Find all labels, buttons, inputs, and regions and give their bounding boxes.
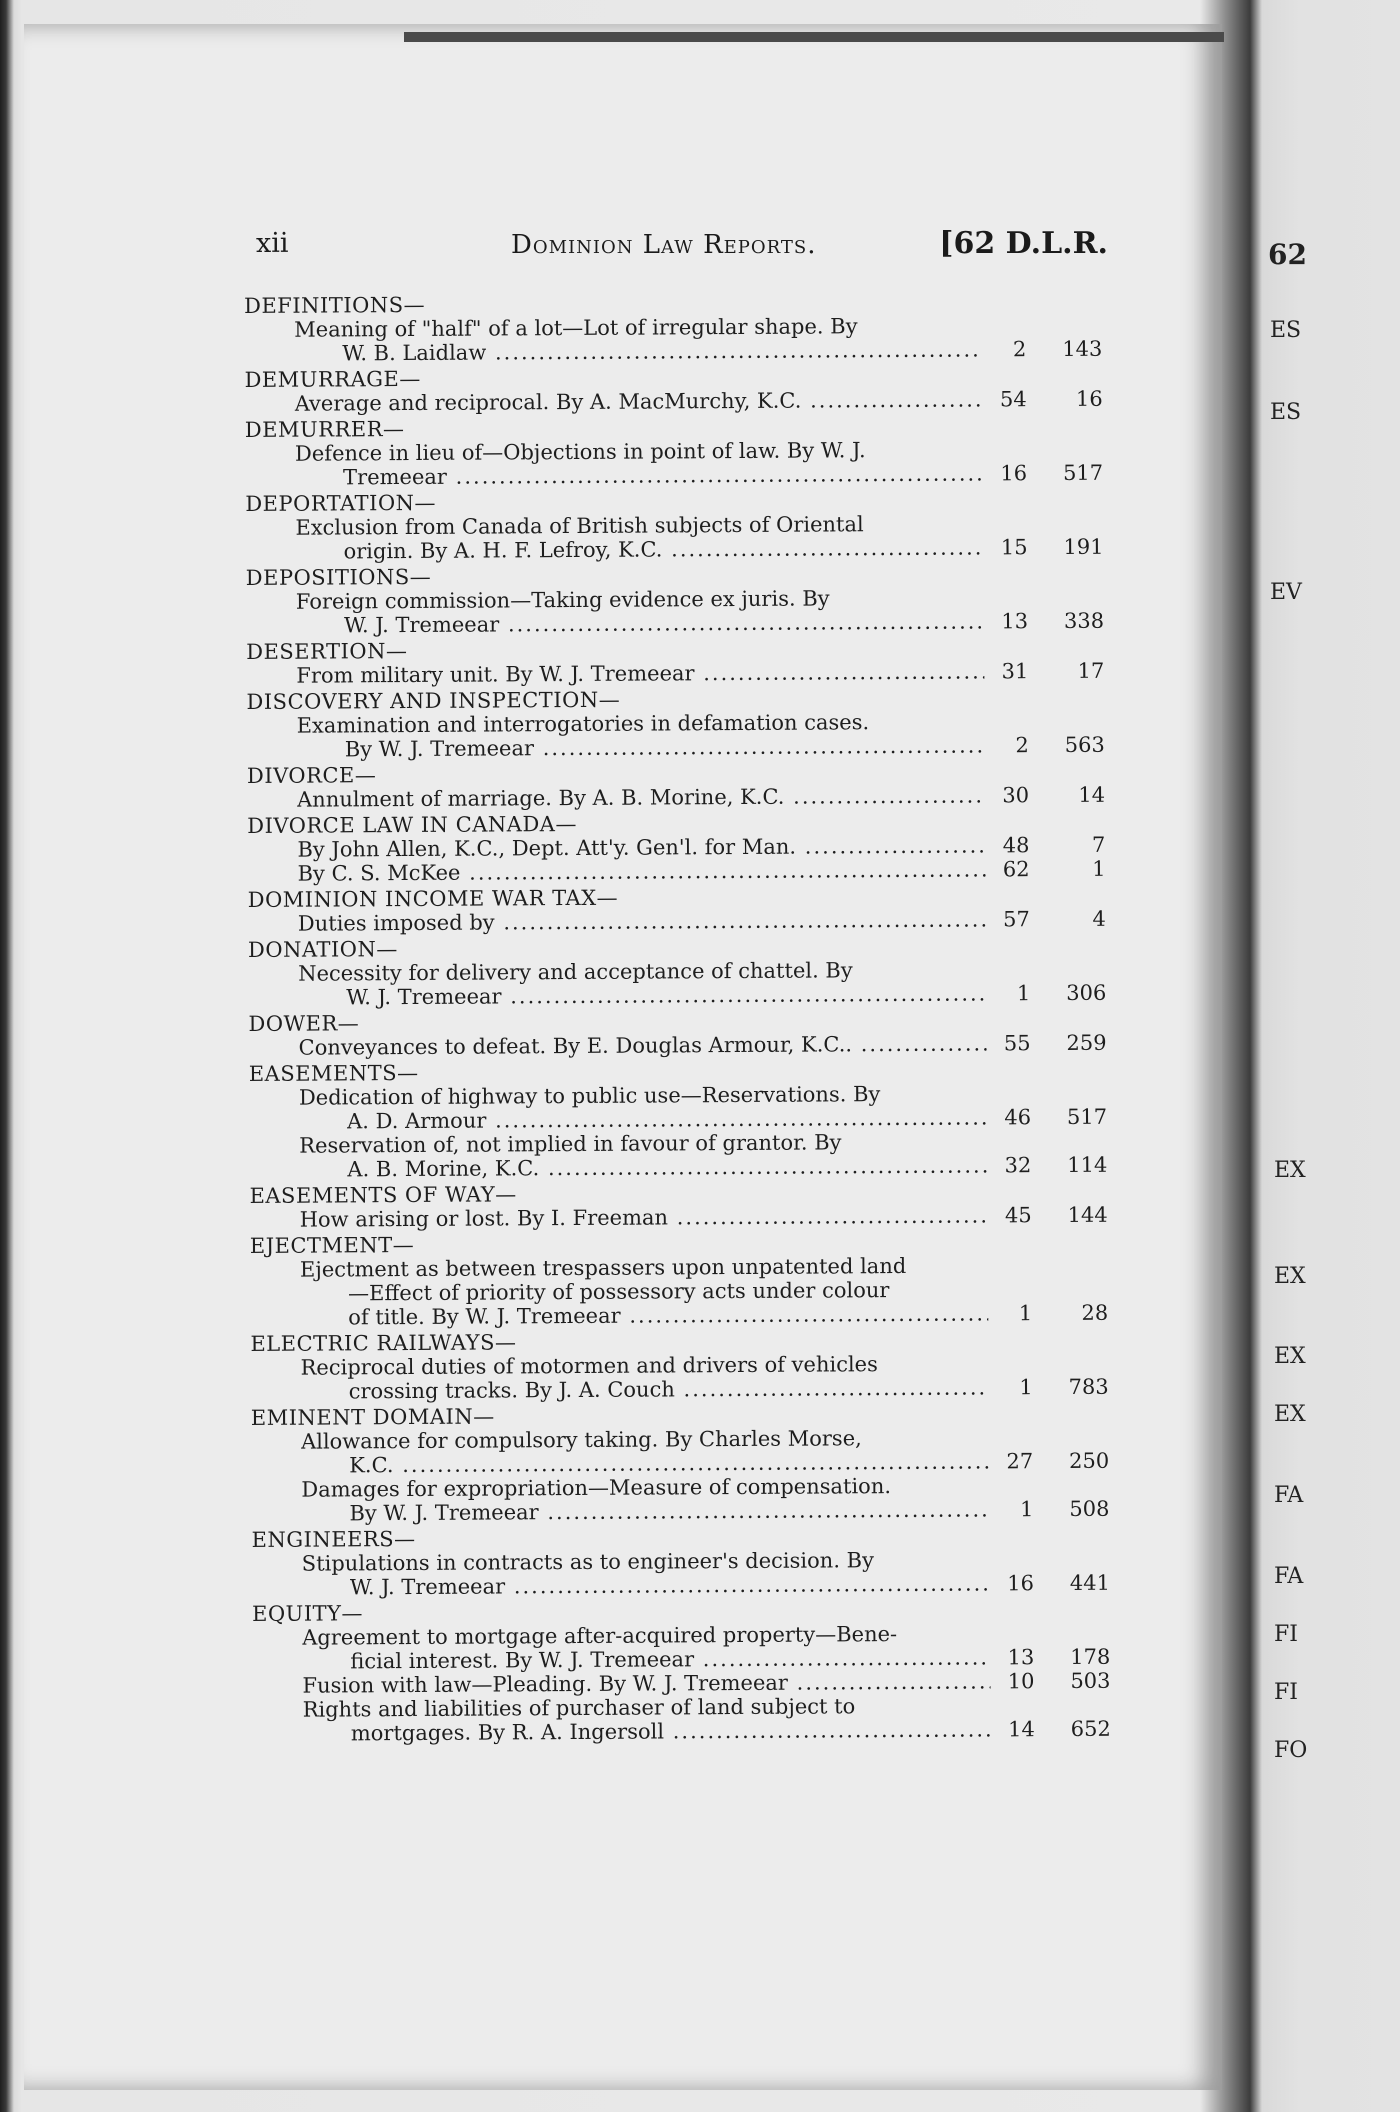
entry-page: 441 — [1069, 1570, 1110, 1595]
section-heading: DOWER— — [248, 1011, 360, 1036]
index-entry — [245, 511, 1105, 564]
entry-volume: 10 — [1007, 1669, 1035, 1694]
index-section — [249, 1057, 1110, 1182]
index-entry — [245, 437, 1105, 490]
entry-line: W. B. Laidlaw ..... — [294, 337, 982, 365]
running-title: Dominion Law Reports. — [511, 230, 817, 260]
entry-text — [252, 1547, 990, 1600]
entry-line: A. B. Morine, K.C. ..... — [299, 1153, 987, 1181]
entry-line: Ejectment as between trespassers upon unpatented land — [299, 1253, 907, 1282]
index-section — [245, 487, 1105, 564]
entry-line: Fusion with law—Pleading. By W. J. Tremeear ..... — [302, 1669, 990, 1697]
section-heading: DONATION— — [247, 937, 398, 962]
index-entry — [250, 1203, 1110, 1232]
entry-line: Average and reciprocal. By A. MacMurchy, K.C. ..... — [295, 387, 983, 415]
entry-line: How arising or lost. By I. Freeman ..... — [300, 1203, 988, 1231]
entry-line: mortgages. By R. A. Ingersoll ..... — [303, 1717, 991, 1745]
section-heading: DEMURRAGE— — [244, 366, 421, 392]
index-entry — [249, 1081, 1109, 1134]
entry-line: Necessity for delivery and acceptance of chattel. By — [298, 958, 853, 986]
entry-page: 143 — [1062, 336, 1103, 362]
entry-line: Allowance for compulsory taking. By Charles Morse, — [300, 1426, 862, 1454]
entry-line: crossing tracks. By J. A. Couch ..... — [301, 1375, 989, 1403]
section-heading: DEMURRER— — [244, 417, 405, 442]
entry-page: 16 — [1075, 386, 1103, 411]
index-entry — [248, 907, 1108, 936]
index-section — [248, 933, 1108, 1010]
entry-page: 1 — [1092, 856, 1106, 881]
entry-text — [248, 907, 986, 936]
entry-volume: 48 — [1002, 833, 1030, 858]
entry-volume: 16 — [1000, 461, 1028, 486]
index-section — [246, 635, 1106, 688]
entry-page: 144 — [1067, 1202, 1108, 1227]
index-section — [248, 883, 1108, 936]
facing-page-fragment: EX — [1274, 1402, 1306, 1427]
entry-page: 783 — [1068, 1374, 1109, 1399]
page-folio: xii — [256, 228, 289, 259]
entry-line: Duties imposed by ..... — [298, 907, 986, 935]
entry-line: By John Allen, K.C., Dept. Att'y. Gen'l. for Man. ..... — [297, 833, 985, 861]
entry-text — [245, 387, 983, 416]
entry-line: Rights and liabilities of purchaser of land subject to — [302, 1694, 856, 1722]
entry-line: Exclusion from Canada of British subjects of Oriental — [295, 512, 864, 540]
entry-text — [247, 857, 985, 886]
index-entry — [249, 1031, 1109, 1060]
entry-text — [251, 1473, 989, 1526]
index-section — [252, 1597, 1113, 1746]
entry-page: 338 — [1063, 608, 1105, 633]
facing-page-fragment: FI — [1274, 1622, 1298, 1647]
entry-text — [246, 659, 984, 688]
entry-text — [253, 1693, 991, 1746]
entry-volume: 62 — [1002, 857, 1030, 882]
section-heading: DEFINITIONS— — [244, 292, 426, 318]
entry-line: Tremeear ..... — [295, 461, 983, 489]
section-heading: EASEMENTS— — [248, 1060, 419, 1086]
entry-page: 4 — [1092, 906, 1106, 931]
entry-volume: 32 — [1004, 1153, 1032, 1178]
entry-line: Conveyances to defeat. By E. Douglas Armour, K.C.. ..... — [299, 1031, 987, 1059]
entry-page: 14 — [1078, 782, 1106, 807]
facing-page-fragment: ES — [1270, 400, 1302, 425]
entry-text — [250, 1203, 988, 1232]
index-section — [244, 289, 1104, 366]
section-heading: ELECTRIC RAILWAYS— — [250, 1330, 517, 1356]
entry-volume: 46 — [1004, 1105, 1032, 1130]
entry-page: 178 — [1070, 1644, 1111, 1669]
entry-line: W. J. Tremeear ..... — [298, 981, 986, 1009]
section-heading: DOMINION INCOME WAR TAX— — [247, 885, 619, 912]
section-heading: EJECTMENT— — [249, 1232, 415, 1258]
facing-page-edge — [1262, 0, 1400, 2112]
entry-volume: 45 — [1004, 1203, 1032, 1228]
facing-page-fragment: EX — [1274, 1344, 1306, 1369]
index-section — [246, 561, 1106, 638]
entry-page: 191 — [1063, 534, 1104, 559]
entry-volume: 13 — [1007, 1645, 1035, 1670]
entry-page: 563 — [1064, 732, 1105, 757]
entry-text — [247, 709, 985, 762]
entry-text — [244, 313, 982, 366]
index-entries — [244, 287, 1113, 1746]
entry-line: ficial interest. By W. J. Tremeear ..... — [302, 1645, 990, 1673]
index-section — [252, 1523, 1112, 1600]
entry-text — [245, 437, 983, 490]
facing-page-fragment: ES — [1270, 318, 1302, 343]
index-section — [250, 1229, 1111, 1330]
entry-text — [247, 783, 985, 812]
index-entry — [253, 1693, 1113, 1746]
index-section — [248, 1007, 1108, 1060]
entry-page: 114 — [1067, 1152, 1108, 1177]
entry-volume: 31 — [1001, 659, 1029, 684]
entry-line: of title. By W. J. Tremeear ..... — [300, 1301, 988, 1329]
entry-page: 306 — [1066, 980, 1107, 1005]
entry-line: Meaning of "half" of a lot—Lot of irregular shape. By — [294, 314, 858, 342]
entry-line: —Effect of priority of possessory acts under colour — [348, 1278, 890, 1306]
entry-text — [246, 585, 984, 638]
section-heading: ENGINEERS— — [251, 1526, 416, 1552]
entry-line: Defence in lieu of—Objections in point of law. By W. J. — [294, 438, 866, 466]
facing-page-fragment: FA — [1274, 1564, 1304, 1589]
entry-line: By W. J. Tremeear ..... — [297, 733, 985, 761]
entry-volume: 2 — [1015, 733, 1029, 758]
facing-page-header: 62 — [1268, 238, 1307, 271]
entry-page: 517 — [1066, 1104, 1108, 1129]
entry-line: Agreement to mortgage after-acquired property—Bene- — [302, 1622, 898, 1650]
entry-page: 503 — [1070, 1668, 1111, 1693]
index-section — [244, 363, 1104, 416]
entry-volume: 15 — [1000, 535, 1028, 560]
section-heading: DEPORTATION— — [245, 490, 437, 516]
facing-page-fragment: FO — [1274, 1738, 1308, 1763]
entry-line: Reciprocal duties of motormen and drivers of vehicles — [300, 1352, 878, 1380]
entry-page: 28 — [1081, 1300, 1109, 1325]
index-section — [251, 1401, 1112, 1526]
entry-page: 17 — [1077, 658, 1105, 683]
entry-line: From military unit. By W. J. Tremeear ..... — [296, 659, 984, 687]
section-heading: DEPOSITIONS— — [245, 564, 432, 590]
index-entry — [248, 957, 1108, 1010]
index-section — [249, 1179, 1109, 1232]
entry-page: 652 — [1070, 1716, 1111, 1741]
index-entry — [249, 1129, 1109, 1182]
facing-page-fragment: FI — [1274, 1680, 1298, 1705]
index-entry — [251, 1473, 1111, 1526]
entry-volume: 54 — [999, 387, 1027, 412]
entry-page: 250 — [1068, 1448, 1110, 1473]
index-entry — [247, 783, 1107, 812]
entry-line: Stipulations in contracts as to engineer's decision. By — [301, 1548, 875, 1576]
entry-volume: 1 — [1016, 981, 1031, 1006]
section-heading: DIVORCE LAW IN CANADA— — [247, 811, 578, 838]
entry-line: Dedication of highway to public use—Reservations. By — [298, 1082, 881, 1110]
section-heading: DESERTION— — [246, 639, 408, 664]
index-entry — [245, 387, 1105, 416]
index-entry — [247, 857, 1107, 886]
entry-line: Annulment of marriage. By A. B. Morine, K.C. ..... — [297, 783, 985, 811]
section-heading: DISCOVERY AND INSPECTION— — [246, 687, 621, 714]
entry-volume: 2 — [1012, 337, 1027, 362]
entry-line: W. J. Tremeear ..... — [302, 1571, 990, 1599]
entry-volume: 13 — [1001, 609, 1029, 634]
entry-line: Foreign commission—Taking evidence ex juris. By — [295, 586, 830, 614]
entry-line: By W. J. Tremeear ..... — [301, 1497, 989, 1525]
index-section — [246, 685, 1106, 762]
entry-line: A. D. Armour ..... — [299, 1105, 987, 1133]
entry-volume: 14 — [1007, 1717, 1035, 1742]
index-entry — [250, 1351, 1110, 1404]
entry-volume: 55 — [1003, 1031, 1031, 1056]
index-entry — [246, 585, 1106, 638]
entry-text — [248, 957, 986, 1010]
entry-line: Damages for expropriation—Measure of compensation. — [301, 1474, 892, 1502]
entry-line: Reservation of, not implied in favour of grantor. By — [299, 1130, 842, 1158]
entry-line: K.C. ..... — [301, 1449, 989, 1477]
facing-page-fragment: EX — [1274, 1158, 1306, 1183]
entry-page: 508 — [1069, 1496, 1110, 1521]
entry-text — [249, 1081, 987, 1134]
running-header — [256, 228, 1108, 268]
facing-page-fragment: EX — [1274, 1264, 1306, 1289]
section-heading: EMINENT DOMAIN— — [250, 1404, 495, 1430]
page-top-edge — [404, 32, 1224, 42]
section-heading: DIVORCE— — [246, 763, 377, 788]
index-section — [247, 759, 1107, 812]
entry-page: 517 — [1062, 460, 1104, 486]
entry-line: By C. S. McKee ..... — [297, 857, 985, 885]
index-entry — [252, 1621, 1112, 1674]
index-section — [250, 1327, 1110, 1404]
entry-text — [250, 1253, 988, 1330]
facing-page-fragment: FA — [1274, 1483, 1304, 1508]
index-entry — [252, 1547, 1112, 1600]
index-entry — [244, 313, 1104, 366]
index-section — [245, 413, 1105, 490]
entry-text — [249, 1129, 987, 1182]
volume-label: [62 D.L.R. — [939, 226, 1108, 261]
section-heading: EASEMENTS OF WAY— — [249, 1182, 517, 1208]
entry-volume: 1 — [1018, 1301, 1033, 1326]
facing-page-fragment: EV — [1270, 580, 1302, 605]
entry-volume: 1 — [1020, 1497, 1034, 1522]
entry-line: W. J. Tremeear ..... — [296, 609, 984, 637]
entry-volume: 16 — [1007, 1571, 1034, 1596]
entry-volume: 30 — [1002, 783, 1030, 808]
entry-volume: 57 — [1003, 907, 1030, 932]
index-entry — [251, 1425, 1111, 1478]
index-section — [247, 809, 1107, 886]
entry-volume: 27 — [1006, 1449, 1034, 1474]
entry-text — [249, 1031, 987, 1060]
index-entry — [250, 1253, 1110, 1330]
index-entry — [247, 709, 1107, 762]
section-heading: EQUITY— — [252, 1601, 364, 1626]
entry-text — [250, 1351, 988, 1404]
entry-volume: 1 — [1019, 1375, 1033, 1400]
index-entry — [246, 659, 1106, 688]
entry-text — [245, 511, 983, 564]
entry-page: 259 — [1066, 1030, 1107, 1055]
entry-page: 7 — [1091, 832, 1106, 857]
entry-text — [251, 1425, 989, 1478]
entry-text — [252, 1621, 990, 1674]
entry-line: Examination and interrogatories in defamation cases. — [296, 710, 870, 738]
entry-line: origin. By A. H. F. Lefroy, K.C. ..... — [296, 535, 984, 563]
